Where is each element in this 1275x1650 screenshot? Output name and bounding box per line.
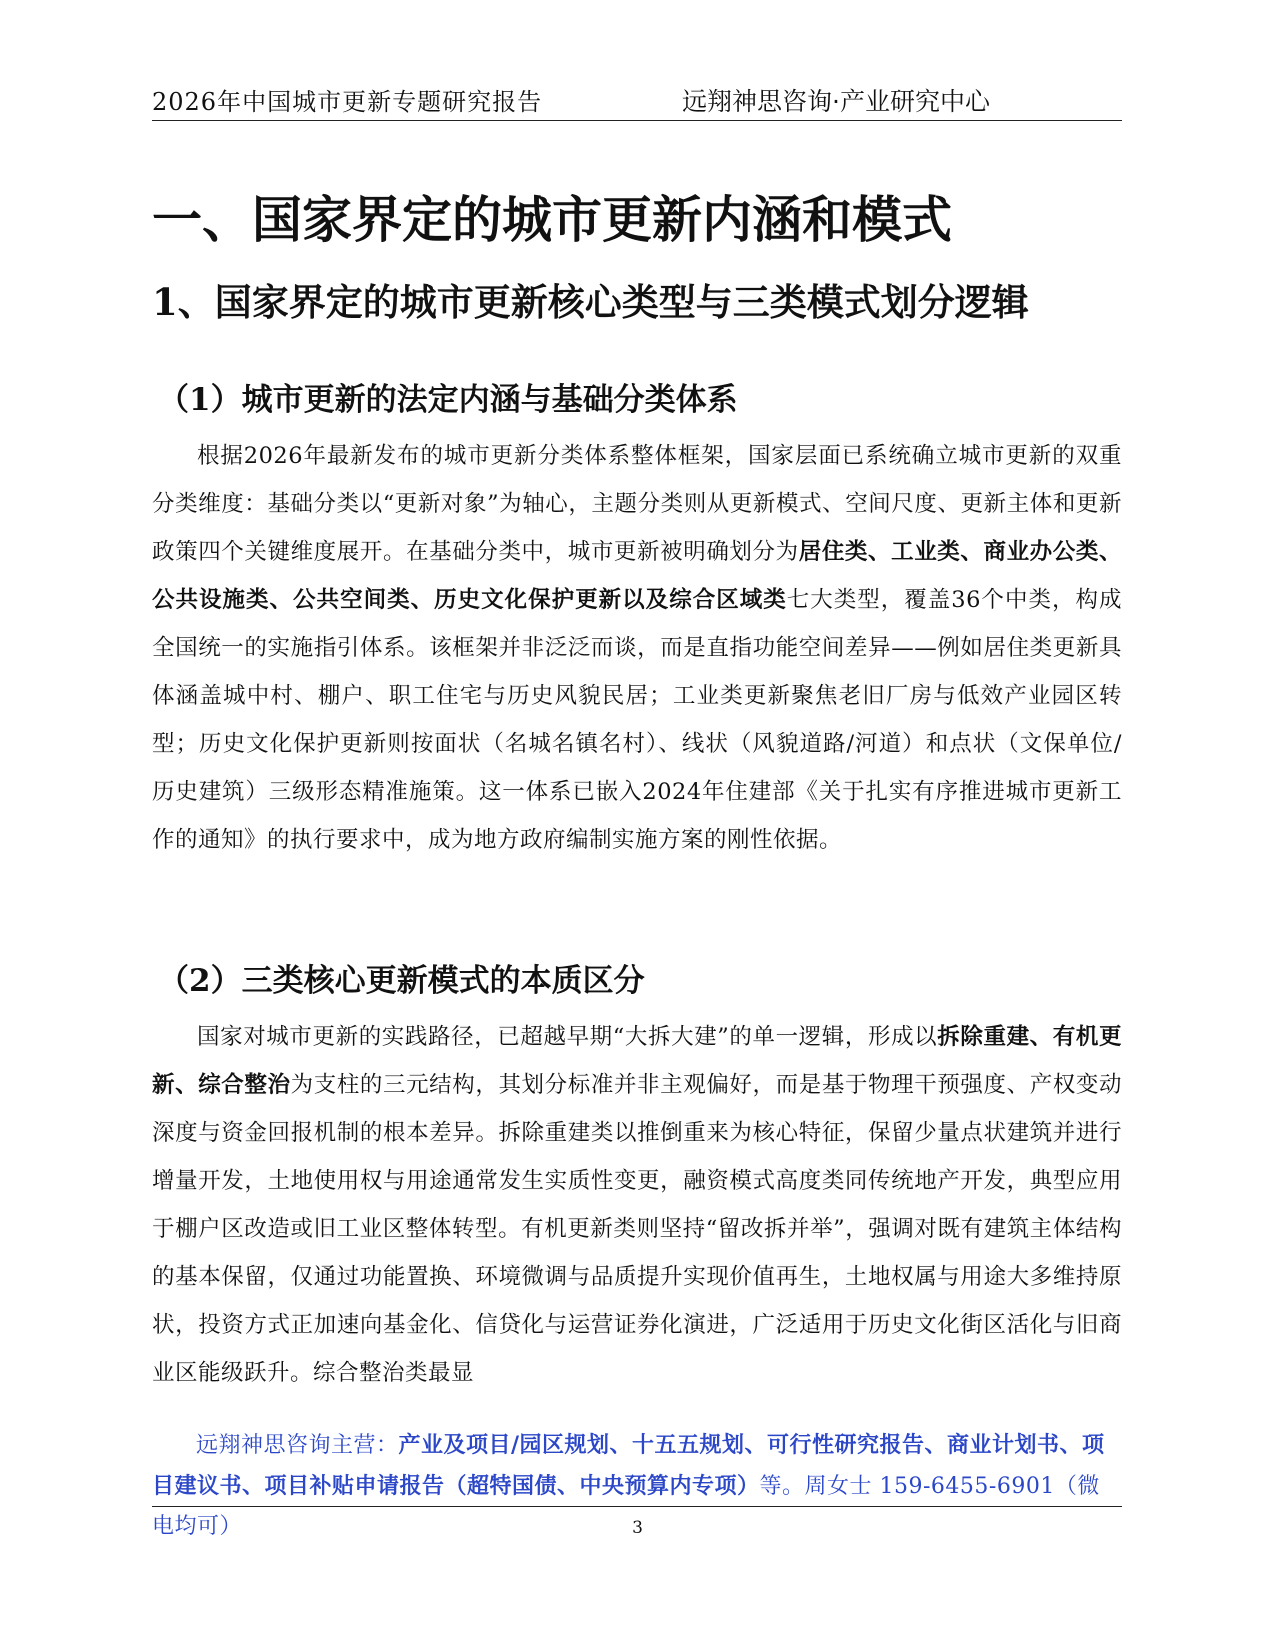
paragraph-1-text-b: 七大类型，覆盖36个中类，构成全国统一的实施指引体系。该框架并非泛泛而谈，而是直指功能空间差异——例如居住类更新具体涵盖城中村、棚户、职工住宅与历史风貌民居；工业类更新聚焦老旧厂房与低效产业园区转型；历史文化保护更新则按面状（名城名镇名村）、线状（风貌道路/河道）和点状（文保单位/历史建筑）三级形态精准施策。这一体系已嵌入2024年住建部《关于扎实有序推进城市更新工作的通知》的执行要求中，成为地方政府编制实施方案的刚性依据。 (152, 587, 1122, 853)
paragraph-2 (152, 1013, 1122, 1397)
chapter-heading: 一、国家界定的城市更新内涵和模式 (152, 190, 952, 249)
page-number: 3 (632, 1518, 643, 1538)
section-heading: 1、国家界定的城市更新核心类型与三类模式划分逻辑 (152, 280, 1029, 324)
paragraph-2-text-a: 国家对城市更新的实践路径，已超越早期“大拆大建”的单一逻辑，形成以 (197, 1024, 938, 1050)
header-divider (152, 120, 1122, 121)
report-title: 2026年中国城市更新专题研究报告 (152, 88, 543, 116)
promo-contact: 等。周女士 159-6455-6901（微电均可） (152, 1474, 1100, 1539)
page-header (152, 76, 1122, 120)
paragraph-2-bold: 拆除重建、有机更新、综合整治 (152, 1024, 1122, 1098)
paragraph-1-bold: 居住类、工业类、商业办公类、公共设施类、公共空间类、历史文化保护更新以及综合区域类 (152, 539, 1122, 613)
subsection-heading-1: （1）城市更新的法定内涵与基础分类体系 (158, 382, 738, 418)
paragraph-1-text-a: 根据2026年最新发布的城市更新分类体系整体框架，国家层面已系统确立城市更新的双重分类维度：基础分类以“更新对象”为轴心，主题分类则从更新模式、空间尺度、更新主体和更新政策四个关键维度展开。在基础分类中，城市更新被明确划分为 (152, 443, 1122, 565)
paragraph-2-text-b: 为支柱的三元结构，其划分标准并非主观偏好，而是基于物理干预强度、产权变动深度与资金回报机制的根本差异。拆除重建类以推倒重来为核心特征，保留少量点状建筑并进行增量开发，土地使用权与用途通常发生实质性变更，融资模式高度类同传统地产开发，典型应用于棚户区改造或旧工业区整体转型。有机更新类则坚持“留改拆并举”，强调对既有建筑主体结构的基本保留，仅通过功能置换、环境微调与品质提升实现价值再生，土地权属与用途大多维持原状，投资方式正加速向基金化、信贷化与运营证券化演进，广泛适用于历史文化街区活化与旧商业区能级跃升。综合整治类最显 (152, 1072, 1122, 1386)
publisher-name: 远翔神思咨询·产业研究中心 (682, 87, 990, 116)
paragraph-1 (152, 432, 1122, 864)
footer-divider (152, 1506, 1122, 1507)
promo-services: 产业及项目/园区规划、十五五规划、可行性研究报告、商业计划书、项目建议书、项目补贴申请报告（超特国债、中央预算内专项） (152, 1432, 1105, 1499)
subsection-heading-2: （2）三类核心更新模式的本质区分 (158, 963, 645, 999)
promo-lead: 远翔神思咨询主营： (196, 1433, 399, 1458)
